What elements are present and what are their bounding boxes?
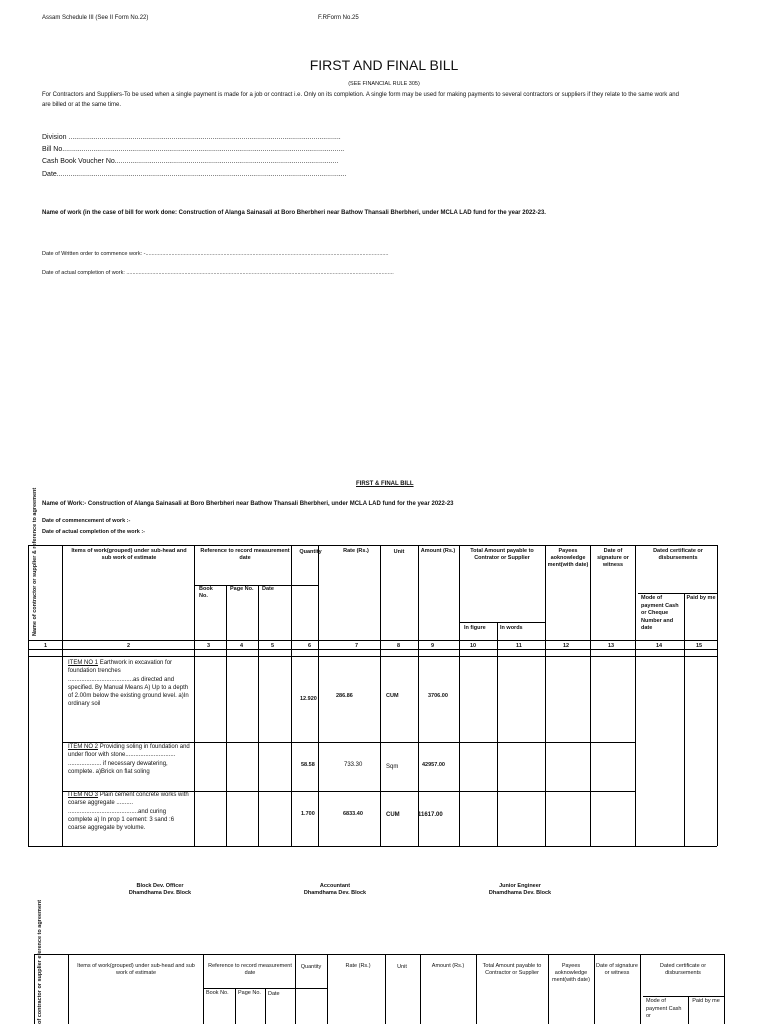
- amount-value: 42957.00: [422, 762, 445, 768]
- col-reference: Reference to record measurement date: [200, 548, 290, 561]
- col-number: 14: [656, 643, 663, 649]
- col-number: 4: [240, 643, 244, 649]
- col-book: Book No.: [199, 586, 213, 599]
- form-reference-right: F.RForm No.25: [318, 15, 359, 21]
- form-reference-left: Assam Schedule III (See II Form No.22): [42, 15, 149, 21]
- col-page: Page No.: [230, 586, 254, 592]
- col-dated: Dated certificate or disbursements: [659, 963, 707, 976]
- unit-value: CUM: [386, 812, 400, 818]
- col-quantity: Quantity: [299, 549, 322, 555]
- col-mode: Mode of payment Cash or: [646, 998, 682, 1019]
- unit-value: Sqm: [386, 764, 399, 770]
- signature-accountant: Accountant Dhamdhama Dev. Block: [303, 883, 367, 896]
- section-name-of-work: Name of Work:- Construction of Alanga Sainasali at Boro Bherbheri near Bathow Thansali Bherbheri, under MCLA LAD fund for the year 2022-23: [42, 501, 454, 507]
- division-field: Division ............................................................................................................................................: [42, 134, 341, 141]
- col-payees: Payees aoknowledge ment(with date): [552, 963, 590, 983]
- quantity-value: 12.920: [300, 696, 317, 702]
- amount-value: 11617.00: [418, 812, 443, 818]
- col-date: Date: [268, 991, 280, 997]
- col-number: 6: [308, 643, 312, 649]
- col-number: 9: [431, 643, 435, 649]
- table-row: [68, 791, 192, 832]
- rate-value: 286.86: [336, 693, 353, 699]
- quantity-value: 58.58: [301, 762, 315, 768]
- item-desc: Providing soling in foundation and under floor with stone.............................. .................... if necessary dewatering, complete. a)Brick on flat soling: [68, 744, 190, 775]
- page-subtitle: (SEE FINANCIAL RULE 305): [348, 81, 420, 87]
- col-number: 2: [127, 643, 131, 649]
- rate-value: 733.30: [344, 762, 363, 768]
- col-signature: Date of signature or witness: [597, 548, 629, 568]
- table-row: [68, 743, 192, 776]
- col-number: 11: [516, 643, 522, 649]
- col-mode: Mode of payment Cash or Cheque Number and date: [641, 595, 679, 631]
- col-rate: Rate (Rs.): [343, 548, 369, 554]
- col-number: 12: [563, 643, 570, 649]
- signature-bdo: Block Dev. Officer Dhamdhama Dev. Block: [128, 883, 192, 896]
- col-items: Items of work(grouped) under sub-head and sub work of estimate: [77, 963, 195, 976]
- col-number: 15: [696, 643, 703, 649]
- col-signature: Date of signature or witness: [596, 963, 638, 976]
- col-figure: In figure: [464, 625, 486, 631]
- col-contractor: Name of contractor or supplier & reference to agreement: [32, 487, 38, 636]
- col-number: 1: [44, 643, 48, 649]
- col-number: 3: [207, 643, 211, 649]
- col-number: 13: [608, 643, 615, 649]
- item-label: ITEM NO 2: [68, 744, 99, 750]
- col-amount: Amount (Rs.): [420, 548, 456, 554]
- col-quantity: Quantity: [300, 964, 322, 970]
- col-contractor: of contractor or supplier eference to agreement: [37, 899, 43, 1024]
- date-commencement: Date of commencement of work :-: [42, 518, 131, 524]
- col-amount: Amount (Rs.): [431, 963, 465, 969]
- col-paid: Paid by me: [692, 998, 720, 1004]
- col-number: 7: [355, 643, 359, 649]
- bill-no-field: Bill No.................................................................................................................................................: [42, 146, 345, 153]
- col-number: 10: [470, 643, 477, 649]
- col-items: Items of work(grouped) under sub-head and sub work of estimate: [71, 548, 187, 561]
- col-dated: Dated certificate or disbursements: [653, 548, 703, 561]
- col-total: Total Amount payable to Contractor or Supplier: [482, 963, 542, 976]
- col-total: Total Amount payable to Contrator or Supplier: [470, 548, 534, 561]
- item-desc: Plain cement concrete works with coarse aggregate .......... ..........................................and curing complete a) In prop 1 cement: 3 sand :6 coarse aggregate by volume.: [68, 792, 189, 832]
- page-title: FIRST AND FINAL BILL: [309, 57, 459, 73]
- unit-value: CUM: [386, 693, 399, 699]
- item-label: ITEM NO 3: [68, 792, 99, 798]
- col-page: Page No.: [238, 990, 261, 996]
- section-heading: FIRST & FINAL BILL: [356, 481, 414, 487]
- item-desc: Earthwork in excavation for foundation trenches .......................................as directed and specified. By Manual Means A) Up to a depth of 2.00m below the existing ground level. a)In ordinary soil: [68, 660, 189, 708]
- col-rate: Rate (Rs.): [345, 963, 371, 969]
- col-book: Book No.: [206, 990, 229, 996]
- col-number: 8: [397, 643, 401, 649]
- col-unit: Unit: [393, 549, 405, 555]
- quantity-value: 1.700: [301, 811, 315, 817]
- intro-paragraph: For Contractors and Suppliers-To be used when a single payment is made for a job or contract i.e. Only on its completion. A single form may be used for making payments to several contractors or suppliers if they relate to the same work and are billed or at the same time.: [42, 92, 679, 108]
- signature-je: Junior Engineer Dhamdhama Dev. Block: [488, 883, 552, 896]
- col-number: 5: [271, 643, 275, 649]
- cash-book-field: Cash Book Voucher No...................................................................................................................: [42, 158, 339, 165]
- col-reference: Reference to record measurement date: [208, 963, 292, 976]
- date-written-order: Date of Written order to commence work: -...............................................................................................................................................................: [42, 251, 389, 257]
- col-words: In words: [500, 625, 523, 631]
- date-actual-completion: Date of actual completion of work: ...............................................................................................................................................................................: [42, 270, 394, 276]
- col-date: Date: [262, 586, 274, 592]
- col-unit: Unit: [397, 964, 407, 970]
- item-label: ITEM NO 1: [68, 660, 99, 666]
- name-of-work: Name of work (in the case of bill for work done: Construction of Alanga Sainasali at Boro Bherbheri near Bathow Thansali Bherbheri, under MCLA LAD fund for the year 2022-23.: [42, 210, 546, 216]
- date-completion: Date of actual completion of the work :-: [42, 529, 145, 535]
- col-paid: Paid by me: [686, 595, 716, 601]
- date-field: Date.....................................................................................................................................................: [42, 171, 347, 178]
- amount-value: 3706.00: [428, 693, 448, 699]
- table-row: [68, 659, 192, 709]
- rate-value: 6833.40: [343, 811, 363, 817]
- col-payees: Payees aoknowledge ment(with date): [547, 548, 589, 568]
